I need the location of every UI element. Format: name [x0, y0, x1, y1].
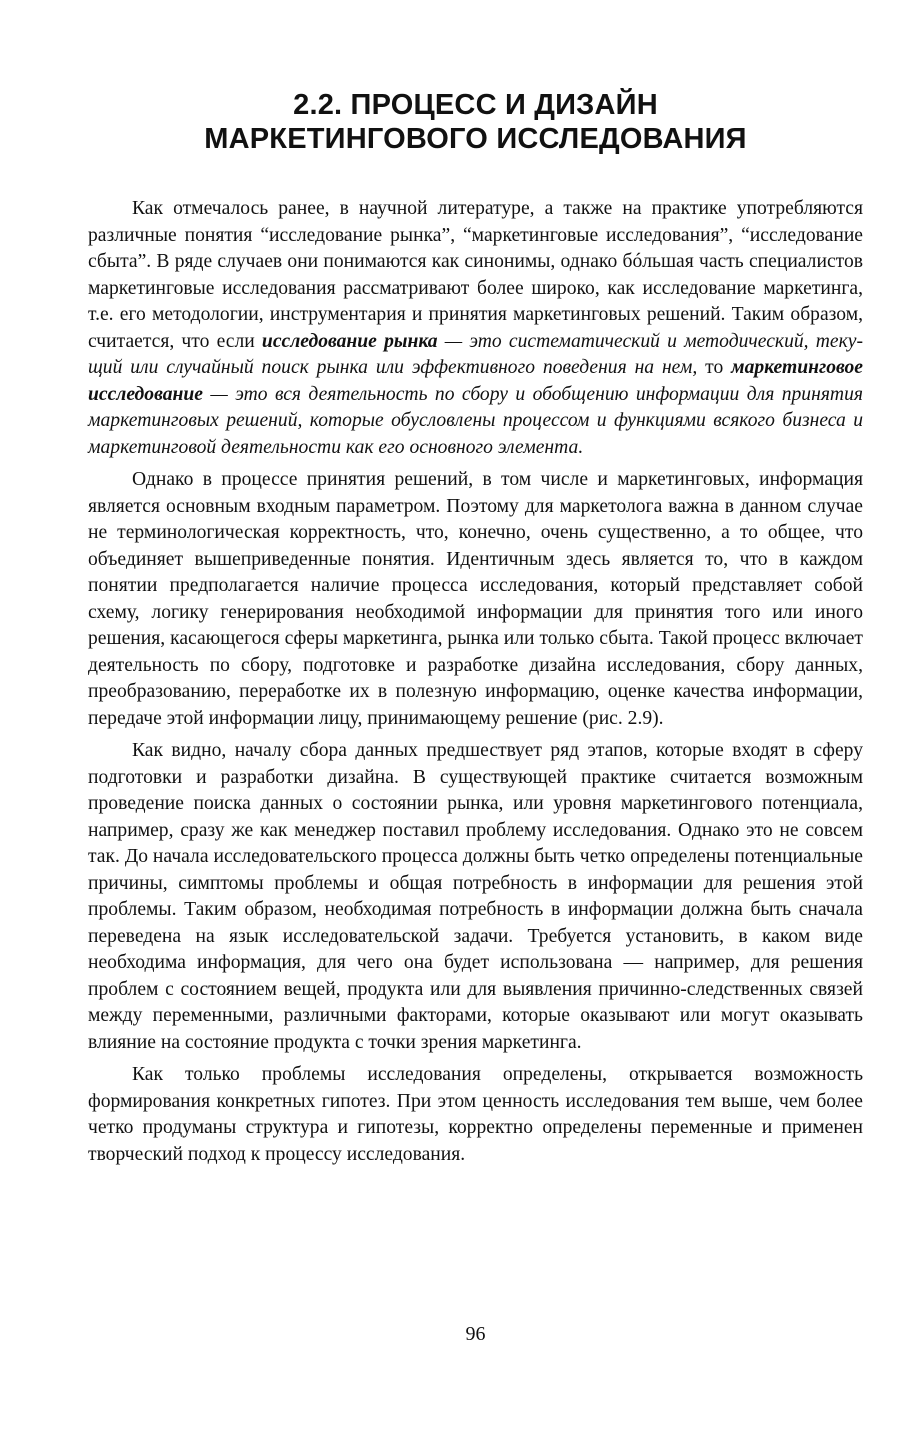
paragraph-2: Однако в процессе принятия решений, в том числе и маркетинговых, информация является основным входным параметром. Поэтому для маркетолога важна в данном случае не терминологическая корректность, что, конечно, очень существенно, а то общее, что объединяет вышеприведенные понятия. Идентичным здесь является то, что в каждом понятии предполагается наличие процесса исследования, который представляет собой схему, логику генерирования необходимой информации для принятия того или иного решения, касающегося сферы маркетинга, рынка или только сбыта. Такой процесс включает деятельность по сбору, подготовке и разработке дизайна исследования, сбору данных, преобразованию, переработке их в полезную информацию, оценке качества информации, передаче этой информации лицу, принимающему решение (рис. 2.9). [88, 469, 863, 729]
page-number: 96 [465, 1323, 486, 1345]
paragraph-4: Как только проблемы исследования определены, открывается возможность формирования конкретных гипотез. При этом ценность исследования тем выше, чем более четко продуманы структура и гипотезы, корректно определены переменные и применен творческий подход к процессу исследования. [88, 1064, 863, 1165]
paragraph-3: Как видно, началу сбора данных предшествует ряд этапов, которые входят в сферу подготовки и разработки дизайна. В существующей практике считается возможным проведение поиска данных о состоянии рынка, или уровня маркетингового потенциала, например, сразу же как менеджер поставил проблему исследования. Однако это не совсем так. До начала исследовательского процесса должны быть четко определены потенциальные причины, симптомы проблемы и общая потребность в информации для решения этой проблемы. Таким образом, необходимая потребность в информации должна быть сначала переведена на язык исследовательской задачи. Требуется установить, в каком виде необходима информация, для чего она будет использована — например, для решения проблем с состоянием вещей, продукта или для выявления причинно-следственных связей между переменными, различными факторами, которые оказывают или могут оказывать влияние на состояние продукта с точки зрения маркетинга. [88, 740, 863, 1053]
book-page [88, 88, 863, 1408]
paragraph-1-intro: Как отмечалось ранее, в научной литературе, а также на практике употребляются различные понятия “исследование рынка”, “маркетинговые исследования”, “исследование сбыта”. В ряде случаев они понимаются как синонимы, однако бóльшая часть специалистов маркетинговые исследования рассматривают более широко, как исследование маркетинга, т.е. его методологии, инструментария и принятия маркетинговых решений. Таким образом, считается, что если [88, 198, 863, 352]
paragraph-1-connector: то [697, 357, 732, 378]
section-title-line-1: 2.2. ПРОЦЕСС И ДИЗАЙН [293, 89, 658, 121]
definition-marketing-research: — это вся деятельность по сбору и обобщению информации для принятия маркетинговых решений, которые обусловлены процессом и функциями всякого бизнеса и маркетинговой деятельности как его основного элемента. [88, 383, 863, 458]
term-market-research: исследование рынка [261, 330, 438, 352]
paragraph-1 [88, 196, 863, 461]
section-title [88, 88, 863, 156]
term-marketing-research: маркетинговое исследование [88, 357, 863, 405]
definition-market-research: — это систематический и методический, текущий или случайный поиск рынка или эффективного поведения на нем, [88, 330, 863, 378]
section-title-line-2: МАРКЕТИНГОВОГО ИССЛЕДОВАНИЯ [204, 123, 747, 155]
